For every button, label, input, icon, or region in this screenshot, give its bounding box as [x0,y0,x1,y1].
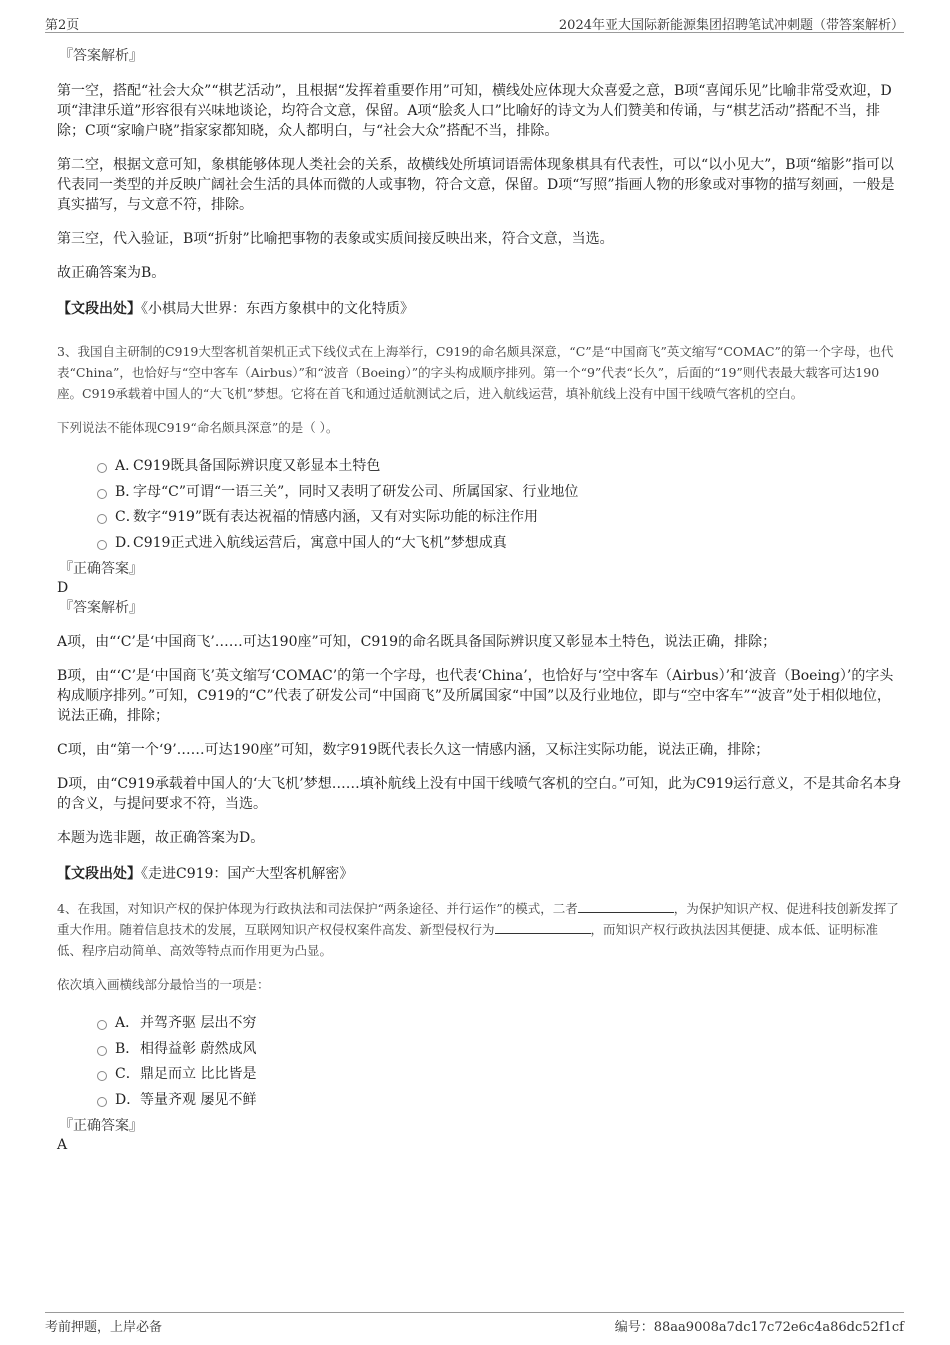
q4-stem: 4、在我国，对知识产权的保护体现为行政执法和司法保护“两条途径、并行运作”的模式，二者 ，为保护知识产权、促进科技创新发挥了重大作用。随着信息技术的发展，互联网知识产权侵权案件高发、新型侵权行为 ，而知识产权行政执法因其便捷、成本低、证明标准低、程序启动简单、高效等特点而作用更为凸显。 [57,901,899,958]
fill-blank-1 [578,900,674,913]
radio-button-icon[interactable] [97,514,107,524]
radio-button-icon[interactable] [97,1071,107,1081]
q4-answer-label: 『正确答案』 [59,1118,143,1134]
document-code: 编号：88aa9008a7dc17c72e6c4a86dc52f1cf [614,1320,904,1335]
q3-analysis-c: C项，由“第一个‘9’……可达190座”可知，数字919既代表长久这一情感内涵，又标注实际功能，说法正确，排除； [57,742,770,758]
q3-options [95,456,902,558]
q3-source-text: 《走进C919：国产大型客机解密》 [141,866,354,882]
radio-button-icon[interactable] [97,489,107,499]
q4-option-d[interactable]: D． 等量齐观 屡见不鲜 [95,1090,902,1116]
q3-source-tag: 【文段出处】 [57,866,141,882]
q4-option-a[interactable]: A． 并驾齐驱 层出不穷 [95,1013,902,1039]
footer-slogan: 考前押题，上岸必备 [45,1320,163,1335]
page-footer [45,1312,904,1333]
page-number: 第2页 [45,18,80,33]
q3-answer: D [57,580,69,596]
page-header [45,14,904,33]
q2-source-text: 《小棋局大世界：东西方象棋中的文化特质》 [141,301,414,317]
q3-source [57,864,902,884]
page-content [57,46,902,1154]
q3-stem: 3、我国自主研制的C919大型客机首架机正式下线仪式在上海举行，C919的命名颇具深意，“C”是“中国商飞”英文缩写“COMAC”的第一个字母，也代表“China”，也恰好与“空中客车（Airbus）”和“波音（Boeing）”的字头构成顺序排列。第一个“9”代表“长久”，后面的“19”则代表最大载客可达190座。C919承载着中国人的“大飞机”梦想。它将在首飞和通过适航测试之后，进入航线运营，填补航线上没有中国干线喷气客机的空白。 [57,344,894,401]
q3-option-c[interactable]: C． 数字“919”既有表达祝福的情感内涵，又有对实际功能的标注作用 [95,507,902,533]
q4-option-c[interactable]: C． 鼎足而立 比比皆是 [95,1064,902,1090]
q4-option-b[interactable]: B． 相得益彰 蔚然成风 [95,1039,902,1065]
q3-analysis-a: A项，由“‘C’是‘中国商飞’……可达190座”可知，C919的命名既具备国际辨识度又彰显本土特色，说法正确，排除； [57,634,777,650]
q3-prompt: 下列说法不能体现C919“命名颇具深意”的是（ ）。 [57,420,339,435]
q4-prompt: 依次填入画横线部分最恰当的一项是： [57,977,270,992]
document-title: 2024年亚大国际新能源集团招聘笔试冲刺题（带答案解析） [558,18,904,33]
fill-blank-2 [495,921,591,934]
q2-source-tag: 【文段出处】 [57,301,141,317]
q2-source [57,299,902,319]
q3-analysis-d: D项，由“C919承载着中国人的‘大飞机’梦想……填补航线上没有中国干线喷气客机的空白。”可知，此为C919运行意义，不是其命名本身的含义，与提问要求不符，当选。 [57,776,902,812]
q3-analysis-b: B项，由“‘C’是‘中国商飞’英文缩写‘COMAC’的第一个字母，也代表‘China’，也恰好与‘空中客车（Airbus）’和‘波音（Boeing）’的字头构成顺序排列。”可知，C919的“C”代表了研发公司“中国商飞”及所属国家“中国”以及行业地位，即与“空中客车”“波音”处于相似地位，说法正确，排除； [57,668,894,724]
radio-button-icon[interactable] [97,1020,107,1030]
q2-analysis-p2: 第二空，根据文意可知，象棋能够体现人类社会的关系，故横线处所填词语需体现象棋具有代表性，可以“以小见大”，B项“缩影”指可以代表同一类型的并反映广阔社会生活的具体而微的人或事物，符合文意，保留。D项“写照”指画人物的形象或对事物的描写刻画，一般是真实描写，与文意不符，排除。 [57,157,895,213]
q3-option-d[interactable]: D． C919正式进入航线运营后，寓意中国人的“大飞机”梦想成真 [95,533,902,559]
radio-button-icon[interactable] [97,1046,107,1056]
q4-answer: A [57,1137,68,1153]
q2-analysis-p1: 第一空，搭配“社会大众”“棋艺活动”，且根据“发挥着重要作用”可知，横线处应体现大众喜爱之意，B项“喜闻乐见”比喻非常受欢迎，D项“津津乐道”形容很有兴味地谈论，均符合文意，保留。A项“脍炙人口”比喻好的诗文为人们赞美和传诵，与“棋艺活动”搭配不当，排除；C项“家喻户晓”指家家都知晓，众人都明白，与“社会大众”搭配不当，排除。 [57,83,892,139]
q2-analysis-label: 『答案解析』 [59,48,143,64]
radio-button-icon[interactable] [97,1097,107,1107]
radio-button-icon[interactable] [97,540,107,550]
q2-conclusion: 故正确答案为B。 [57,265,166,281]
q2-analysis-p3: 第三空，代入验证，B项“折射”比喻把事物的表象或实质间接反映出来，符合文意，当选。 [57,231,614,247]
q3-analysis-label: 『答案解析』 [59,600,143,616]
q3-conclusion: 本题为选非题，故正确答案为D。 [57,830,265,846]
q3-option-a[interactable]: A． C919既具备国际辨识度又彰显本土特色 [95,456,902,482]
q4-options [95,1013,902,1115]
radio-button-icon[interactable] [97,463,107,473]
q3-answer-label: 『正确答案』 [59,561,143,577]
q3-option-b[interactable]: B． 字母“C”可谓“一语三关”，同时又表明了研发公司、所属国家、行业地位 [95,482,902,508]
